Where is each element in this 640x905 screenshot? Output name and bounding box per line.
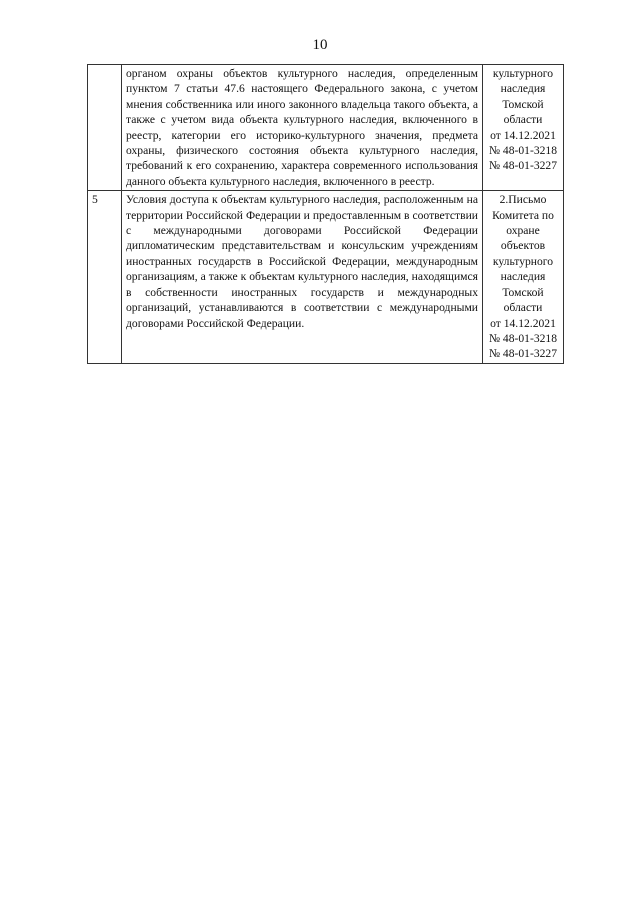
source-line: наследия Томской bbox=[500, 82, 546, 111]
source-line: № 48-01-3227 bbox=[488, 159, 558, 173]
source-line: культурного bbox=[492, 67, 554, 80]
source-line: культурного bbox=[492, 254, 554, 268]
source-line: № 48-01-3227 bbox=[488, 347, 558, 361]
source-line: 2.Письмо bbox=[499, 193, 547, 207]
document-table bbox=[87, 64, 564, 364]
source-line: от 14.12.2021 bbox=[490, 316, 556, 330]
row-text-cell: Условия доступа к объектам культурного наследия, расположенным на территории Российской Федерации и предоставленным в соответствии с международными договорами Российской Федерации дипломатическим представительствам и консульским учреждениям иностранных государств в Российской Федерации, международным организациям, а также к объектам культурного наследия, находящимся в собственности иностранных государств и международных организаций, устанавливаются в соответствии с международными договорами Российской Федерации. bbox=[122, 191, 483, 363]
row-number-cell bbox=[88, 65, 122, 191]
row-source-cell bbox=[483, 191, 564, 363]
source-line: № 48-01-3218 bbox=[488, 331, 558, 345]
row-source-cell bbox=[483, 65, 564, 191]
source-line: № 48-01-3218 bbox=[488, 144, 558, 158]
source-line: наследия Томской bbox=[500, 270, 546, 299]
table-row bbox=[88, 65, 564, 191]
source-line: охране объектов bbox=[500, 224, 546, 253]
source-line: области bbox=[503, 301, 543, 315]
source-line: Комитета по bbox=[492, 208, 554, 222]
row-text-cell: органом охраны объектов культурного наследия, определенным пунктом 7 статьи 47.6 настоящего Федерального закона, с учетом мнения собственника или иного законного владельца такого объекта, а также с учетом вида объекта культурного наследия, включенного в реестр, категории его историко-культурного значения, предмета охраны, физического состояния объекта культурного наследия, требований к его сохранению, характера современного использования данного объекта культурного наследия, включенного в реестр. bbox=[122, 65, 483, 191]
row-number-cell: 5 bbox=[88, 191, 122, 363]
page-number: 10 bbox=[312, 37, 328, 53]
source-line: от 14.12.2021 bbox=[490, 128, 556, 142]
table-row bbox=[88, 191, 564, 363]
source-line: области bbox=[503, 113, 543, 127]
